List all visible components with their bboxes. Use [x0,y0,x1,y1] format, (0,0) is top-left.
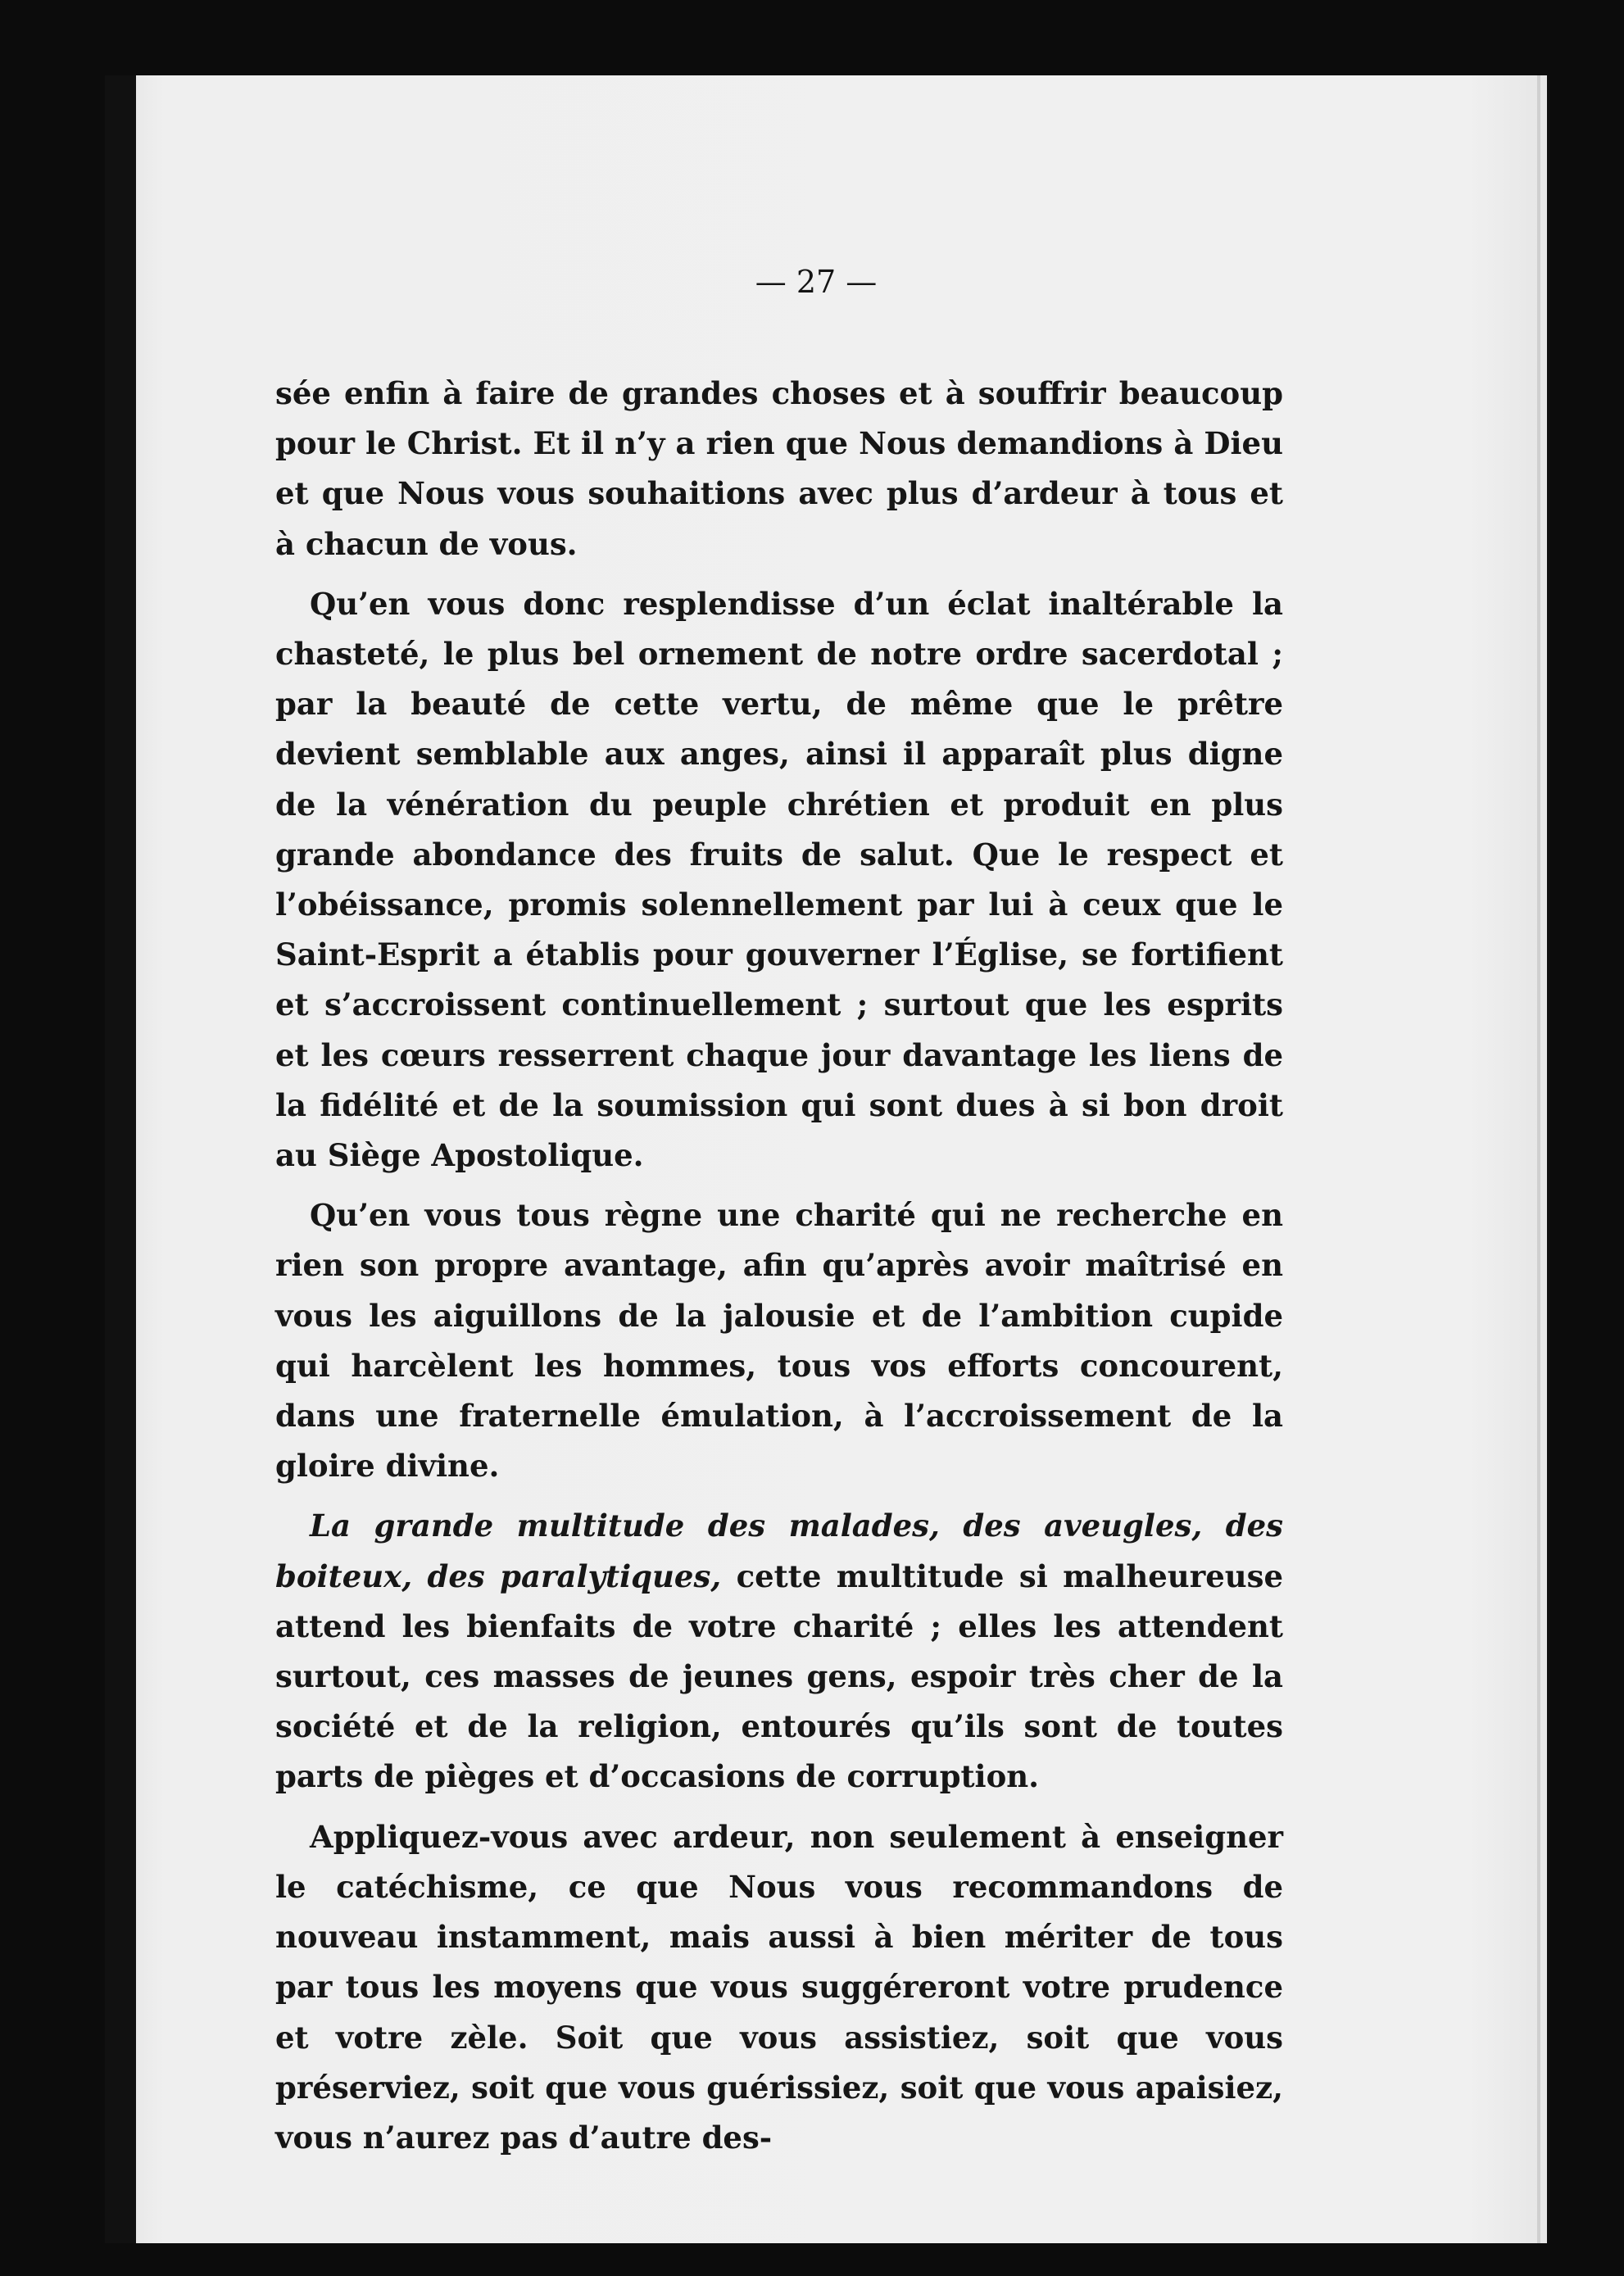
binding-edge [105,75,136,2243]
body-text [275,369,1283,2173]
paper-right-edge [1537,75,1540,2243]
paragraph-4 [275,1501,1283,1802]
italic-phrase: La grande multitude des malades, des aveugles, des boiteux, des paralytiques, [275,1508,1283,1594]
paragraph-2: Qu’en vous donc resplendisse d’un éclat inaltérable la chasteté, le plus bel ornement de notre ordre sacerdotal ; par la beauté de cette vertu, de même que le prêtre devient semblable aux anges, ainsi il apparaît plus digne de la vénération du peuple chrétien et produit en plus grande abondance des fruits de salut. Que le respect et l’obéissance, promis solennellement par lui à ceux que le Saint-Esprit a établis pour gouverner l’Église, se fortifient et s’accroissent continuellement ; surtout que les esprits et les cœurs resserrent chaque jour davantage les liens de la fidélité et de la soumission qui sont dues à si bon droit au Siège Apostolique. [275,585,1283,1174]
paragraph-5: Appliquez-vous avec ardeur, non seulement à enseigner le catéchisme, ce que Nous vous recommandons de nouveau instamment, mais aussi à bien mériter de tous par tous les moyens que vous suggéreront votre prudence et votre zèle. Soit que vous assistiez, soit que vous préserviez, soit que vous guérissiez, soit que vous apaisiez, vous n’aurez pas d’autre des- [275,1818,1283,2156]
paragraph-3: Qu’en vous tous règne une charité qui ne recherche en rien son propre avantage, afin qu’après avoir maîtrisé en vous les aiguillons de la jalousie et de l’ambition cupide qui harcèlent les hommes, tous vos efforts concourent, dans une fraternelle émulation, à l’accroissement de la gloire divine. [275,1197,1283,1485]
paragraph-4-text: cette multitude si malheureuse attend les bienfaits de votre charité ; elles les attendent surtout, ces masses de jeunes gens, espoir très cher de la société et de la religion, entourés qu’ils sont de toutes parts de pièges et d’occasions de corruption. [275,1557,1283,1795]
page-number: — 27 — [755,264,878,300]
paragraph-1: sée enfin à faire de grandes choses et à souffrir beaucoup pour le Christ. Et il n’y a rien que Nous demandions à Dieu et que Nous vous souhaitions avec plus d’ardeur à tous et à chacun de vous. [275,375,1283,562]
